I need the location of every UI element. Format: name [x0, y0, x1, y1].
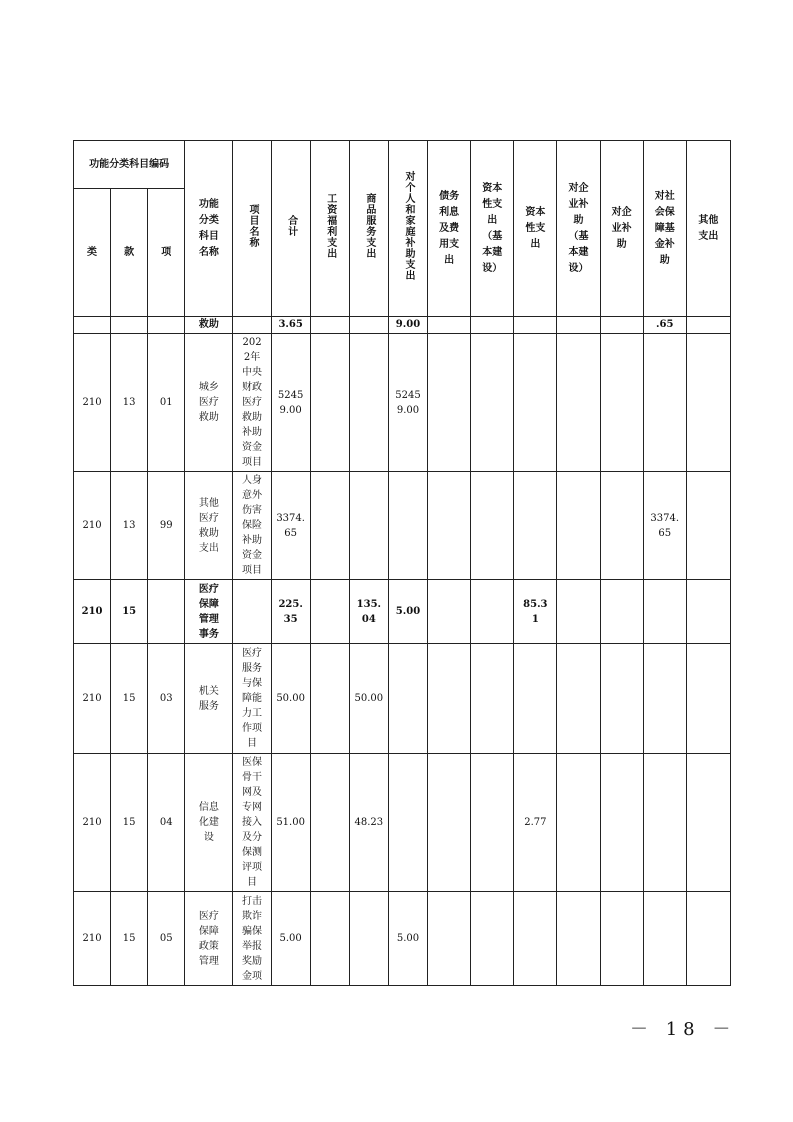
table-row — [74, 644, 731, 754]
cell-xiang: 04 — [148, 754, 185, 892]
cell-wages — [310, 580, 349, 644]
ent-header: 对企业补助 — [600, 141, 643, 317]
cell-debt — [428, 472, 471, 580]
cell-item: 医疗服务与保障能力工作项目 — [233, 644, 271, 754]
cell-goods — [349, 472, 388, 580]
table-row — [74, 334, 731, 472]
goods-header: 商品服务支出 — [349, 141, 388, 317]
cell-func: 救助 — [185, 317, 233, 334]
cell-ent — [600, 472, 643, 580]
cell-func: 机关服务 — [185, 644, 233, 754]
cell-other — [686, 644, 730, 754]
cell-cap-base — [471, 317, 514, 334]
social-header: 对社会保障基金补助 — [643, 141, 686, 317]
cell-capital — [514, 334, 557, 472]
debt-header: 债务利息及费用支出 — [428, 141, 471, 317]
cell-ent-base — [557, 317, 600, 334]
cell-wages — [310, 317, 349, 334]
cell-func: 城乡医疗救助 — [185, 334, 233, 472]
cell-cap-base — [471, 754, 514, 892]
capital-base-header: 资本性支出（基本建设） — [471, 141, 514, 317]
table-row — [74, 317, 731, 334]
page-number: － 18 － — [630, 1019, 737, 1040]
cell-social: 3374.65 — [643, 472, 686, 580]
cell-item — [233, 580, 271, 644]
cell-lei: 210 — [74, 754, 111, 892]
cell-other — [686, 317, 730, 334]
xiang-header: 项 — [148, 189, 185, 317]
cell-social — [643, 580, 686, 644]
cell-goods: 50.00 — [349, 644, 388, 754]
cell-ent — [600, 334, 643, 472]
cell-ent — [600, 754, 643, 892]
cell-xiang: 03 — [148, 644, 185, 754]
cell-debt — [428, 892, 471, 986]
cell-xiang: 01 — [148, 334, 185, 472]
cell-wages — [310, 754, 349, 892]
cell-item — [233, 317, 271, 334]
cell-personal: 52459.00 — [388, 334, 427, 472]
cell-wages — [310, 892, 349, 986]
cell-lei: 210 — [74, 580, 111, 644]
cell-cap-base — [471, 472, 514, 580]
cell-capital — [514, 892, 557, 986]
header-row-1 — [74, 141, 731, 189]
cell-personal — [388, 644, 427, 754]
cell-func: 医疗保障管理事务 — [185, 580, 233, 644]
kuan-header: 款 — [111, 189, 148, 317]
cell-total: 3374.65 — [271, 472, 310, 580]
table-row — [74, 892, 731, 986]
cell-kuan: 15 — [111, 580, 148, 644]
table-row — [74, 754, 731, 892]
cell-wages — [310, 334, 349, 472]
cell-kuan: 13 — [111, 472, 148, 580]
cell-social — [643, 644, 686, 754]
cell-ent-base — [557, 892, 600, 986]
cell-ent-base — [557, 580, 600, 644]
budget-table — [73, 140, 731, 986]
cell-ent — [600, 580, 643, 644]
cell-capital — [514, 317, 557, 334]
cell-lei: 210 — [74, 644, 111, 754]
total-header: 合计 — [271, 141, 310, 317]
cell-xiang: 05 — [148, 892, 185, 986]
cell-other — [686, 892, 730, 986]
cell-wages — [310, 472, 349, 580]
table-row — [74, 472, 731, 580]
cell-goods — [349, 317, 388, 334]
func-code-header: 功能分类科目编码 — [74, 141, 185, 189]
cell-total: 225.35 — [271, 580, 310, 644]
cell-social — [643, 754, 686, 892]
cell-social — [643, 334, 686, 472]
cell-debt — [428, 580, 471, 644]
cell-goods — [349, 334, 388, 472]
cell-ent — [600, 317, 643, 334]
cell-item: 医保骨干网及专网接入及分保测评项目 — [233, 754, 271, 892]
cell-ent-base — [557, 644, 600, 754]
cell-cap-base — [471, 334, 514, 472]
cell-personal: 5.00 — [388, 892, 427, 986]
cell-func: 信息化建设 — [185, 754, 233, 892]
cell-kuan: 13 — [111, 334, 148, 472]
cell-lei: 210 — [74, 892, 111, 986]
cell-capital — [514, 472, 557, 580]
cell-personal: 9.00 — [388, 317, 427, 334]
cell-debt — [428, 334, 471, 472]
cell-capital — [514, 644, 557, 754]
cell-xiang: 99 — [148, 472, 185, 580]
cell-lei: 210 — [74, 334, 111, 472]
cell-cap-base — [471, 580, 514, 644]
cell-cap-base — [471, 644, 514, 754]
cell-total: 3.65 — [271, 317, 310, 334]
cell-total: 5.00 — [271, 892, 310, 986]
cell-other — [686, 754, 730, 892]
cell-goods: 135.04 — [349, 580, 388, 644]
cell-capital: 2.77 — [514, 754, 557, 892]
cell-personal — [388, 472, 427, 580]
cell-lei — [74, 317, 111, 334]
cell-goods: 48.23 — [349, 754, 388, 892]
wages-header: 工资福利支出 — [310, 141, 349, 317]
cell-wages — [310, 644, 349, 754]
cell-item: 2022年中央财政医疗救助补助资金项目 — [233, 334, 271, 472]
cell-personal — [388, 754, 427, 892]
cell-xiang — [148, 580, 185, 644]
cell-personal: 5.00 — [388, 580, 427, 644]
func-name-header: 功能分类科目名称 — [185, 141, 233, 317]
cell-ent — [600, 892, 643, 986]
cell-func: 其他医疗救助支出 — [185, 472, 233, 580]
cell-ent-base — [557, 334, 600, 472]
cell-kuan: 15 — [111, 892, 148, 986]
cell-goods — [349, 892, 388, 986]
cell-cap-base — [471, 892, 514, 986]
cell-lei: 210 — [74, 472, 111, 580]
cell-xiang — [148, 317, 185, 334]
cell-other — [686, 472, 730, 580]
cell-debt — [428, 644, 471, 754]
cell-total: 51.00 — [271, 754, 310, 892]
cell-total: 50.00 — [271, 644, 310, 754]
cell-debt — [428, 317, 471, 334]
cell-capital: 85.31 — [514, 580, 557, 644]
table-row — [74, 580, 731, 644]
cell-social: .65 — [643, 317, 686, 334]
cell-kuan: 15 — [111, 754, 148, 892]
lei-header: 类 — [74, 189, 111, 317]
cell-kuan — [111, 317, 148, 334]
cell-func: 医疗保障政策管理 — [185, 892, 233, 986]
cell-item: 人身意外伤害保险补助资金项目 — [233, 472, 271, 580]
cell-total: 52459.00 — [271, 334, 310, 472]
cell-social — [643, 892, 686, 986]
personal-header: 对个人和家庭补助支出 — [388, 141, 427, 317]
cell-ent-base — [557, 754, 600, 892]
cell-ent — [600, 644, 643, 754]
cell-other — [686, 334, 730, 472]
cell-debt — [428, 754, 471, 892]
item-name-header: 项目名称 — [233, 141, 271, 317]
cell-item: 打击欺诈骗保举报奖励金项 — [233, 892, 271, 986]
cell-other — [686, 580, 730, 644]
ent-base-header: 对企业补助（基本建设） — [557, 141, 600, 317]
other-header: 其他支出 — [686, 141, 730, 317]
capital-header: 资本性支出 — [514, 141, 557, 317]
cell-kuan: 15 — [111, 644, 148, 754]
cell-ent-base — [557, 472, 600, 580]
